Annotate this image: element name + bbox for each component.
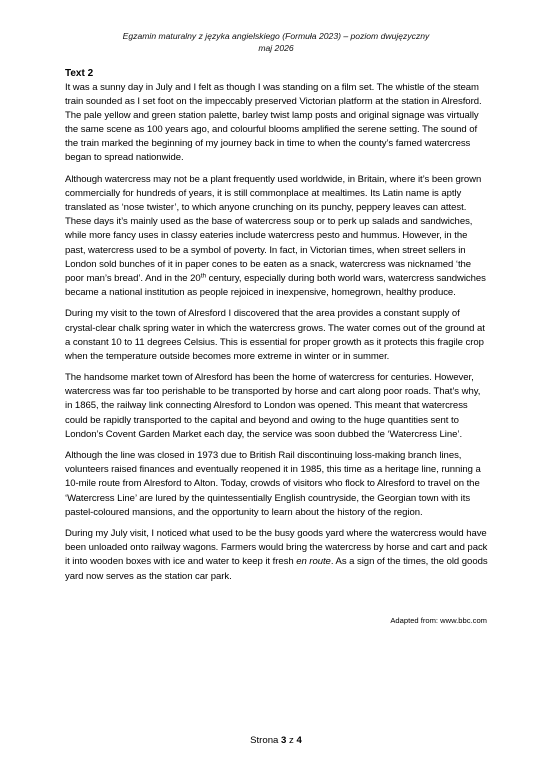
page-header	[0, 31, 552, 54]
paragraph-2-part-1: Although watercress may not be a plant frequently used worldwide, in Britain, where it’s been grown commercially for hundreds of years, it is still commonplace at mealtimes. Its Latin name is aptly translated as ‘nose twister’, to which anyone crunching on its punchy, peppery leaves can attest. These days it’s mainly used as the base of watercress soup or to perk up salads and sandwiches, while more fancy uses in classy eateries include watercress pesto and hummus. However, in the past, watercress used to be a symbol of poverty. In fact, in Victorian times, when street sellers in London sold bunches of it in paper cones to be eaten as a snack, watercress was nicknamed ‘the poor man’s bread’. And in the 20	[65, 174, 482, 284]
page-prefix: Strona	[250, 735, 282, 746]
total-pages: 4	[296, 735, 302, 746]
exam-date: maj 2026	[258, 42, 294, 53]
reading-text	[65, 67, 490, 591]
paragraph-6-part-2: . As a sign of the times, the old goods yard now serves as the station car park.	[65, 556, 488, 582]
page-separator: z	[286, 735, 297, 746]
paragraph-3: During my visit to the town of Alresford I discovered that the area provides a constant supply of crystal-clear chalk spring water in which the watercress grows. The water comes out of the ground at a constant 10 to 11 degrees Celsius. This is essential for proper growth as it protects this fragile crop when the temperature outside becomes more extreme in winter or in summer.	[65, 308, 485, 362]
current-page: 3	[281, 735, 287, 746]
italic-phrase: en route	[296, 556, 331, 568]
exam-title: Egzamin maturalny z języka angielskiego (Formuła 2023) – poziom dwujęzyczny	[122, 31, 430, 41]
paragraph-5: Although the line was closed in 1973 due to British Rail discontinuing loss-making branch lines, volunteers raised finances and eventually reopened it in 1985, this time as a heritage line, running a 10-mile route from Alresford to Alton. Today, crowds of visitors who flock to Alresford to travel on the ‘Watercress Line’ are lured by the quintessentially English countryside, the Georgian town with its pastel-coloured mansions, and the opportunity to learn about the history of the region.	[65, 450, 481, 518]
paragraph-1: It was a sunny day in July and I felt as though I was standing on a film set. The whistle of the steam train sounded as I set foot on the impeccably preserved Victorian platform at the station in Alresford. The pale yellow and green station palette, barley twist lamp posts and original signage was virtually the same scene as 100 years ago, and colourful blooms amplified the serene setting. The sound of the train marked the beginning of my journey back in time to when the county’s famed watercress began to spread nationwide.	[65, 82, 482, 164]
paragraph-6	[65, 527, 490, 583]
paragraph-2-part-2: century, especially during both world wars, watercress sandwiches became a national institution as people rejoiced in inexpensive, homegrown, healthy produce.	[65, 272, 486, 298]
text-title: Text 2	[65, 68, 94, 79]
paragraph-2	[65, 173, 490, 300]
paragraph-4: The handsome market town of Alresford has been the home of watercress for centuries. However, watercress was far too perishable to be transported by horse and cart along poor roads. That’s why, in 1865, the railway link connecting Alresford to London was opened. This meant that watercress could be rapidly transported to the capital and beyond and owing to the huge quantities sent to London’s Covent Garden Market each day, the service was soon dubbed the ‘Watercress Line’.	[65, 372, 481, 440]
ordinal-suffix: th	[200, 272, 207, 280]
page-number	[0, 735, 552, 747]
paragraph-6-part-1: During my July visit, I noticed what used to be the busy goods yard where the watercress would have been unloaded onto railway wagons. Farmers would bring the watercress by horse and cart and pack it into wooden boxes with ice and water to keep it fresh	[65, 528, 488, 568]
source-attribution: Adapted from: www.bbc.com	[390, 616, 487, 625]
